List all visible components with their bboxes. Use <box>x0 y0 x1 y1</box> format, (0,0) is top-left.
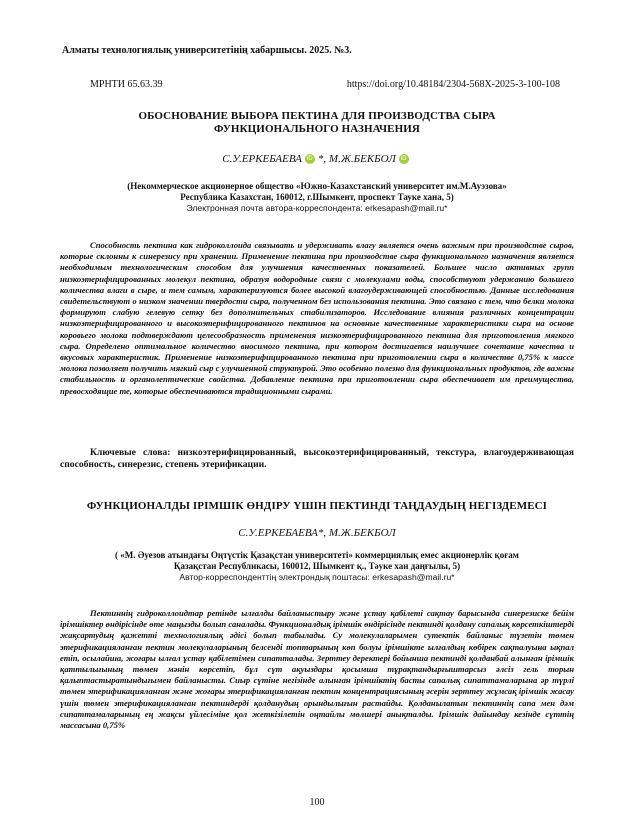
page-number: 100 <box>309 797 325 808</box>
kz-email: Автор-корреспонденттің электрондық поштасы: erkesapash@mail.ru* <box>179 572 455 582</box>
ru-affil-line1: (Некоммерческое акционерное общество «Южно-Казахстанский университет им.М.Ауэзова» <box>127 181 507 191</box>
kz-abstract: Пектиннің гидроколлоидтар ретінде ылғалды байланыстыру және ұстау қабілеті сақтау барысында синерезиске бейім ірімшіктер өндірісінде өте маңызды болып саналады. Функционалдық ірімшік өндірісінде пектинді қолдану сапалық көрсеткіштерді жақсартудың қажетті технологиялық әдісі болып табылады. Су молекулаларымен сутектік байланыс түзетін төмен этерификацияланған пектин молекулаларының белсенді топтарының көп болуы ірімшікте ылғалдың көбірек сақталуына ықпал етіп, осылайша, жоғары ылғал ұстау қабілетімен сипатталады. Зерттеу деректері бойынша пектинді қолданбай алынған ірімшік қаттылығының төмен мәнін көрсетіп, бұл сүт ақуыздары қосымша тұрақтандырғыштарсыз әлсіз гель торын қалыптастыратындығымен байланысты. Сиыр сүтіне негізінде алынған ірімшіктің басты сапалық сипаттамаларына әр түрлі төмен этерификацияланған және жоғары этерификацияланған пектин концентрациясының әсерін зерттеу жұмсақ ірімшік жасау үшін төмен этерификацияланған пектиндерді қолданудың орындылығын растайды. Қолданылатын пектиннің сапа мен дәм сипаттамаларының ең жақсы үйлесіміне қол жеткізілетін оңтайлы мөлшері анықталды. Ірімшік дайындау кезінде сүттің массасына 0,75% <box>60 608 574 731</box>
orcid-icon[interactable]: iD <box>399 154 409 164</box>
ru-title <box>60 110 574 136</box>
udc-code: МРНТИ 65.63.39 <box>90 79 163 90</box>
ru-keywords <box>60 447 574 471</box>
ru-title-line2: ФУНКЦИОНАЛЬНОГО НАЗНАЧЕНИЯ <box>214 123 420 135</box>
ru-author1: С.У.ЕРКЕБАЕВА <box>222 153 302 165</box>
doi-link[interactable]: https://doi.org/10.48184/2304-568X-2025-3-100-108 <box>346 79 560 90</box>
ru-author-sep: *, <box>317 153 329 165</box>
ru-title-line1: ОБОСНОВАНИЕ ВЫБОРА ПЕКТИНА ДЛЯ ПРОИЗВОДСТВА СЫРА <box>138 110 496 122</box>
orcid-icon[interactable]: iD <box>305 154 315 164</box>
ru-affiliation <box>60 181 574 214</box>
keywords-text: : низкоэтерифицированный, высокоэтерифицированный, текстура, влагоудерживающая способность, синерезис, степень этерификации. <box>60 447 574 470</box>
ru-abstract: Способность пектина как гидроколлоида связывать и удерживать влагу является очень важным при производстве сыров, которые склонны к синерезису при хранении. Применение пектина при производстве сыра функционального назначения является необходимым технологическим способом для улучшения качественных показателей. Большее число активных групп низкоэтерифицированных молекул пектина, образуя водородные связи с молекулами воды, способствуют удержанию большего количества влаги в сыре, и тем самым, характеризуются более высокой влагоудерживающей способностью. Данные исследования свидетельствуют о низком значении твердости сыра, полученном без использования пектина. Это связано с тем, что белки молока формируют слабую гелевую сетку без дополнительных стабилизаторов. Исследование влияния различных концентрации низкоэтерифицированного и высокоэтерифицированного пектинов на основные качественные характеристики сыра на основе коровьего молока подтверждают целесообразность применения низкоэтерифицированного пектина для приготовления мягкого сыра. Определено оптимальное количество вносимого пектина, при котором достигается наилучшее сочетание качества и вкусовых характеристик. Применение низкоэтерифицированного пектина при приготовлении сыра в количестве 0,75% к массе молока позволяет получить мягкий сыр с улучшенной структурой. Это особенно полезно для функциональных продуктов, где важны стабильность и органолептические свойства. Добавление пектина при приготовлении сыра обеспечивает им преимущества, превосходящие те, которые обеспечиваются традиционными сырами. <box>60 240 574 396</box>
article-meta <box>90 79 560 90</box>
kz-affil-line1: ( «М. Әуезов атындағы Оңтүстік Қазақстан университеті» коммерциялық емес акционерлік қоғам <box>115 550 519 560</box>
ru-affil-line2: Республика Казахстан, 160012, г.Шымкент, проспект Тауке хана, 5) <box>180 192 454 202</box>
kz-affiliation <box>60 550 574 583</box>
keywords-label: Ключевые слова <box>90 447 168 458</box>
journal-header: Алматы технологиялық университетінің хабаршысы. 2025. №3. <box>62 45 352 56</box>
kz-title: ФУНКЦИОНАЛДЫ ІРІМШІК ӨНДІРУ ҮШІН ПЕКТИНДІ ТАҢДАУДЫҢ НЕГІЗДЕМЕСІ <box>86 500 548 512</box>
ru-authors <box>60 153 574 165</box>
ru-author2: М.Ж.БЕКБОЛ <box>328 153 396 165</box>
kz-affil-line2: Қазақстан Республикасы, 160012, Шымкент қ., Тәуке хан даңғылы, 5) <box>173 561 461 571</box>
kz-authors: С.У.ЕРКЕБАЕВА*, М.Ж.БЕКБОЛ <box>238 527 396 539</box>
ru-email: Электронная почта автора-корреспондента: erkesapash@mail.ru* <box>186 203 448 213</box>
